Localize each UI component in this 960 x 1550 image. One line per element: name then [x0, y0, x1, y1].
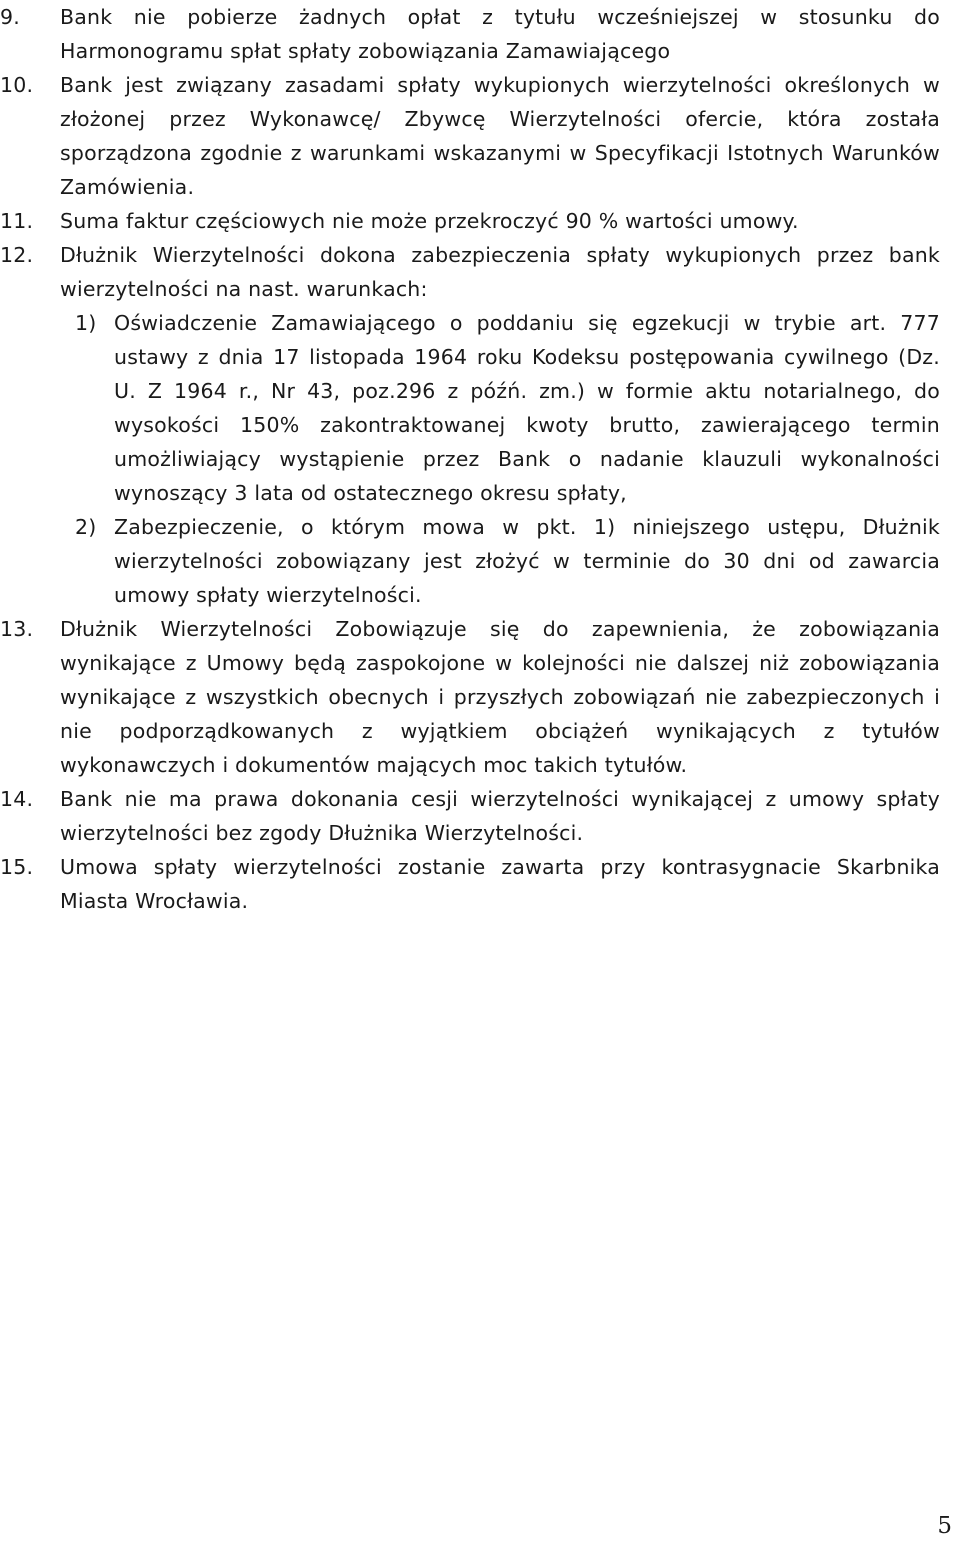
list-item-14 [0, 782, 960, 850]
item-number: 10. [0, 73, 34, 97]
page-number: 5 [937, 1513, 952, 1539]
sub-item-number: 1) [75, 311, 97, 335]
item-text: Suma faktur częściowych nie może przekroczyć 90 % wartości umowy. [60, 209, 799, 233]
list-item-12 [0, 238, 960, 612]
item-text: Dłużnik Wierzytelności dokona zabezpieczenia spłaty wykupionych przez bank wierzytelności na nast. warunkach: [60, 243, 940, 301]
list-item-15 [0, 850, 960, 918]
sub-item-1 [60, 306, 940, 510]
list-item-11 [0, 204, 960, 238]
item-text: Bank jest związany zasadami spłaty wykupionych wierzytelności określonych w złożonej przez Wykonawcę/ Zbywcę Wierzytelności ofercie, która została sporządzona zgodnie z warunkami wskazanymi w Specyfikacji Istotnych Warunków Zamówienia. [60, 73, 940, 199]
item-number: 9. [0, 5, 20, 29]
list-item-10 [0, 68, 960, 204]
item-number: 13. [0, 617, 34, 641]
item-number: 15. [0, 855, 34, 879]
item-number: 11. [0, 209, 34, 233]
item-text: Dłużnik Wierzytelności Zobowiązuje się do zapewnienia, że zobowiązania wynikające z Umowy będą zaspokojone w kolejności nie dalszej niż zobowiązania wynikające z wszystkich obecnych i przyszłych zobowiązań nie zabezpieczonych i nie podporządkowanych z wyjątkiem obciążeń wynikających z tytułów wykonawczych i dokumentów mających moc takich tytułów. [60, 617, 940, 777]
sub-item-text: Oświadczenie Zamawiającego o poddaniu się egzekucji w trybie art. 777 ustawy z dnia 17 listopada 1964 roku Kodeksu postępowania cywilnego (Dz. U. Z 1964 r., Nr 43, poz.296 z późń. zm.) w formie aktu notarialnego, do wysokości 150% zakontraktowanej kwoty brutto, zawierającego termin umożliwiający wystąpienie przez Bank o nadanie klauzuli wykonalności wynoszący 3 lata od ostatecznego okresu spłaty, [114, 311, 940, 505]
item-number: 14. [0, 787, 34, 811]
sub-item-2 [60, 510, 940, 612]
list-item-9 [0, 0, 960, 68]
item-text: Bank nie ma prawa dokonania cesji wierzytelności wynikającej z umowy spłaty wierzytelności bez zgody Dłużnika Wierzytelności. [60, 787, 940, 845]
item-text: Bank nie pobierze żadnych opłat z tytułu wcześniejszej w stosunku do Harmonogramu spłat spłaty zobowiązania Zamawiającego [60, 5, 940, 63]
item-text: Umowa spłaty wierzytelności zostanie zawarta przy kontrasygnacie Skarbnika Miasta Wrocławia. [60, 855, 940, 913]
list-item-13 [0, 612, 960, 782]
sub-item-text: Zabezpieczenie, o którym mowa w pkt. 1) niniejszego ustępu, Dłużnik wierzytelności zobowiązany jest złożyć w terminie do 30 dni od zawarcia umowy spłaty wierzytelności. [114, 515, 940, 607]
item-number: 12. [0, 243, 34, 267]
sub-item-number: 2) [75, 515, 97, 539]
